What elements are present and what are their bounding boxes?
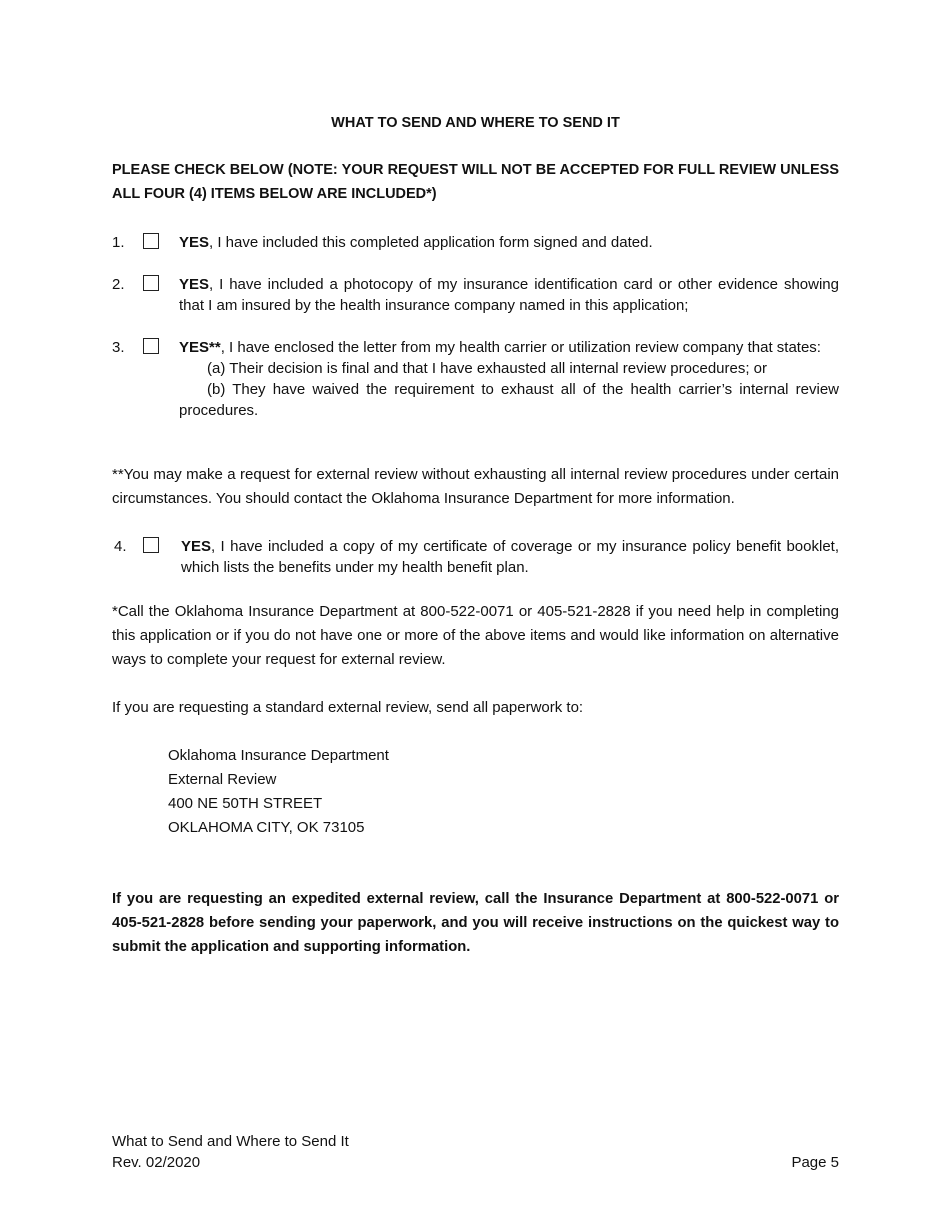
footnote-single-star: *Call the Oklahoma Insurance Department at 800-522-0071 or 405-521-2828 if you need help in completing this application or if you do not have one or more of the above items and would like information on alternative ways to complete your request for external review.: [112, 603, 839, 668]
checklist-item-1: [112, 232, 839, 253]
item-body: , I have enclosed the letter from my health carrier or utilization review company that states:: [220, 339, 821, 356]
item-number: 4.: [114, 538, 127, 555]
mailing-address: [168, 744, 389, 840]
item-sub-b: (b) They have waived the requirement to exhaust all of the health carrier’s internal review procedures.: [179, 381, 839, 419]
item-body: , I have included this completed application form signed and dated.: [209, 234, 653, 251]
item-text: [179, 232, 839, 253]
footer-doc-title: What to Send and Where to Send It: [112, 1133, 349, 1150]
checkbox-item-4[interactable]: [143, 537, 159, 553]
item-number: 3.: [112, 339, 125, 356]
address-line-2: External Review: [168, 771, 277, 788]
item-text: [179, 337, 839, 421]
footnote-double-star: **You may make a request for external review without exhausting all internal review procedures under certain circumstances. You should contact the Oklahoma Insurance Department for more information.: [112, 466, 839, 507]
address-line-4: OKLAHOMA CITY, OK 73105: [168, 819, 365, 836]
item-sub-a: (a) Their decision is final and that I have exhausted all internal review procedures; or: [207, 360, 768, 377]
check-notice: PLEASE CHECK BELOW (NOTE: YOUR REQUEST WILL NOT BE ACCEPTED FOR FULL REVIEW UNLESS ALL FOUR (4) ITEMS BELOW ARE INCLUDED*): [112, 162, 839, 202]
checklist-item-3: [112, 337, 839, 421]
address-line-3: 400 NE 50TH STREET: [168, 795, 323, 812]
footer-left: [112, 1131, 349, 1173]
item-body: , I have included a copy of my certificate of coverage or my insurance policy benefit booklet, which lists the benefits under my health benefit plan.: [181, 538, 839, 576]
checkbox-item-1[interactable]: [143, 233, 159, 249]
item-lead: YES: [181, 538, 212, 555]
item-text: [181, 536, 839, 578]
item-body: , I have included a photocopy of my insurance identification card or other evidence showing that I am insured by the health insurance company named in this application;: [179, 276, 839, 314]
page-title: WHAT TO SEND AND WHERE TO SEND IT: [331, 115, 620, 131]
expedited-review-notice: If you are requesting an expedited external review, call the Insurance Department at 800-522-0071 or 405-521-2828 before sending your paperwork, and you will receive instructions on the quickest way to submit the application and supporting information.: [112, 891, 839, 955]
address-line-1: Oklahoma Insurance Department: [168, 747, 389, 764]
footer-revision: Rev. 02/2020: [112, 1154, 201, 1171]
item-lead: YES**: [179, 339, 221, 356]
checkbox-item-3[interactable]: [143, 338, 159, 354]
standard-review-intro: If you are requesting a standard external review, send all paperwork to:: [112, 699, 584, 716]
footer-page-number: Page 5: [791, 1154, 839, 1171]
checklist-item-2: [112, 274, 839, 316]
item-lead: YES: [179, 234, 210, 251]
item-text: [179, 274, 839, 316]
item-number: 2.: [112, 276, 125, 293]
checkbox-item-2[interactable]: [143, 275, 159, 291]
item-number: 1.: [112, 234, 125, 251]
item-lead: YES: [179, 276, 210, 293]
checklist-item-4: [112, 536, 839, 578]
